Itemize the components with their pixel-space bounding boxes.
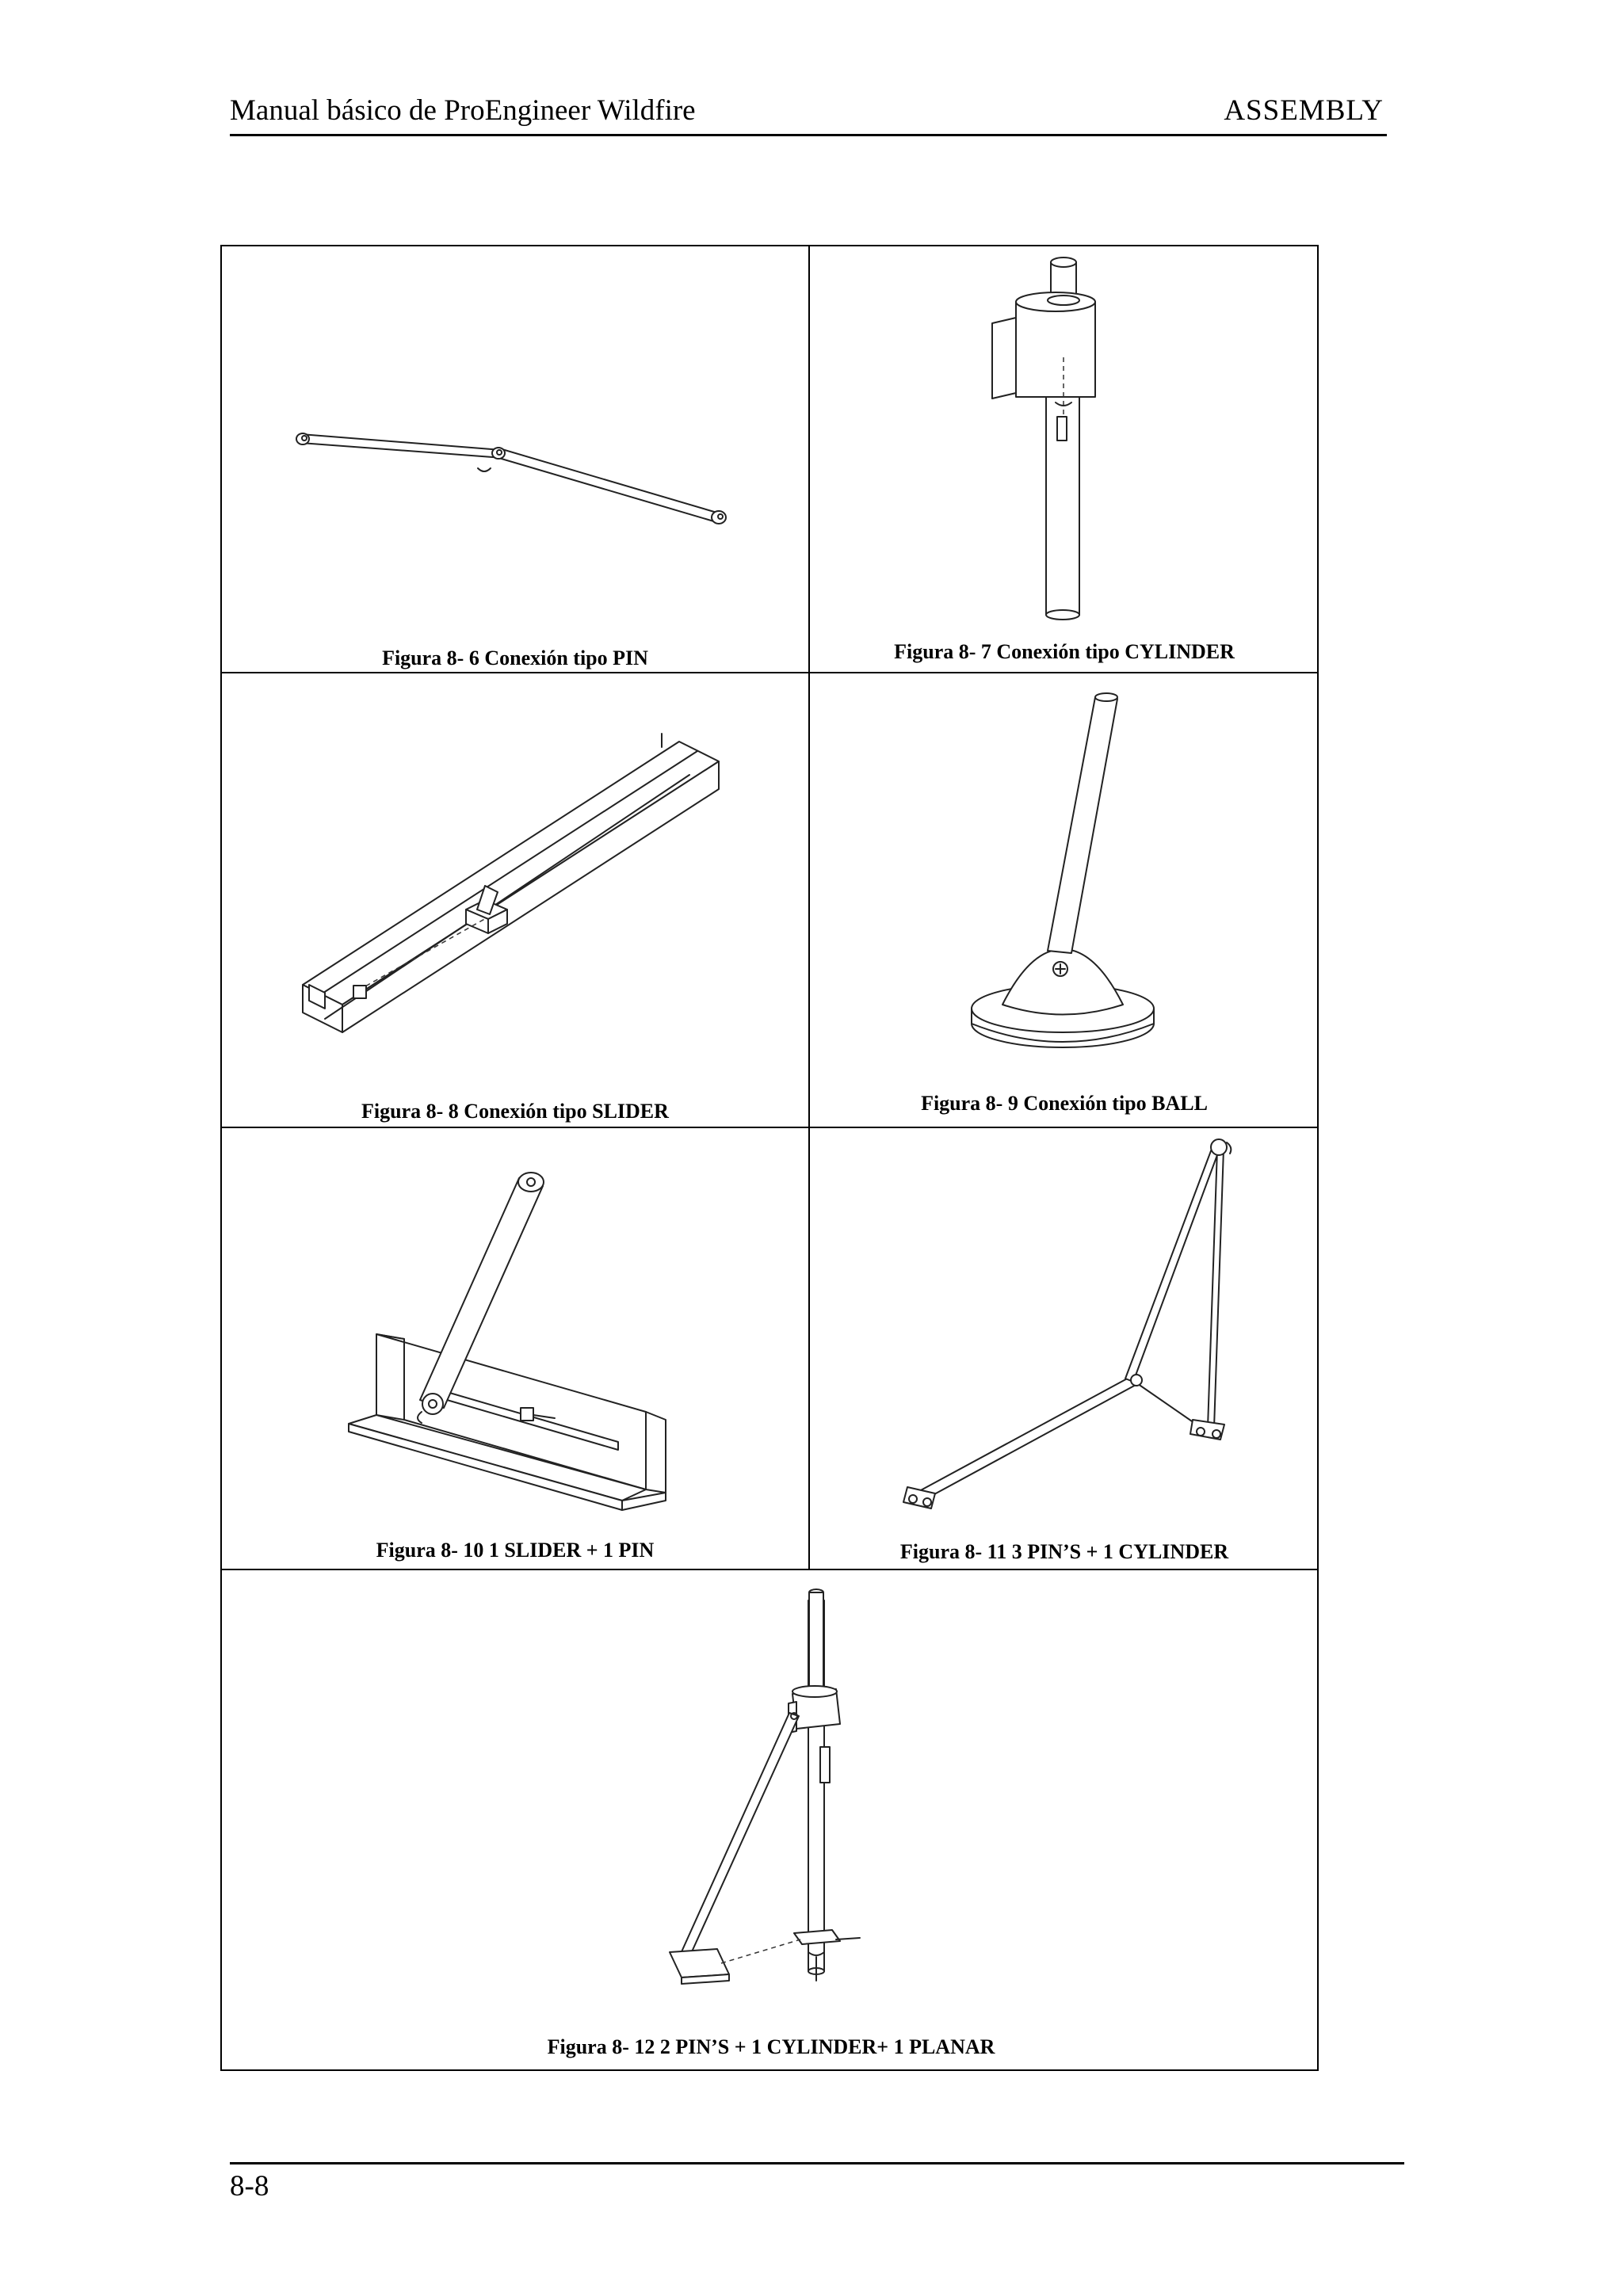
figure-8-6 (222, 246, 808, 672)
header-title: Manual básico de ProEngineer Wildfire (230, 94, 696, 127)
figure-caption: Figura 8- 6 Conexión tipo PIN (382, 646, 648, 669)
figure-table (220, 245, 1319, 2071)
slider-rail-icon (222, 672, 808, 1127)
cylinder-shaft-icon (808, 246, 1320, 672)
page-number: 8-8 (230, 2170, 269, 2203)
figure-8-8 (222, 672, 808, 1127)
figure-caption: Figura 8- 11 3 PIN’S + 1 CYLINDER (899, 1540, 1229, 1563)
figure-caption: Figura 8- 12 2 PIN’S + 1 CYLINDER+ 1 PLANAR (547, 2035, 995, 2058)
pin-link-icon (222, 246, 808, 672)
figure-8-7 (808, 246, 1320, 672)
header-section: ASSEMBLY (1224, 94, 1384, 127)
footer-rule (230, 2162, 1404, 2164)
slider-pin-icon (222, 1127, 808, 1569)
figure-8-9 (808, 672, 1320, 1127)
figure-8-11 (808, 1127, 1320, 1569)
figure-caption: Figura 8- 9 Conexión tipo BALL (921, 1092, 1208, 1115)
pins-cylinder-planar-icon (222, 1569, 1320, 2073)
figure-8-12 (222, 1569, 1320, 2073)
ball-joint-icon (808, 672, 1320, 1127)
figure-8-10 (222, 1127, 808, 1569)
pins-cylinder-icon (808, 1127, 1320, 1569)
figure-caption: Figura 8- 10 1 SLIDER + 1 PIN (376, 1539, 655, 1562)
figure-caption: Figura 8- 7 Conexión tipo CYLINDER (894, 640, 1235, 663)
header-rule (230, 134, 1387, 136)
figure-caption: Figura 8- 8 Conexión tipo SLIDER (361, 1100, 669, 1123)
